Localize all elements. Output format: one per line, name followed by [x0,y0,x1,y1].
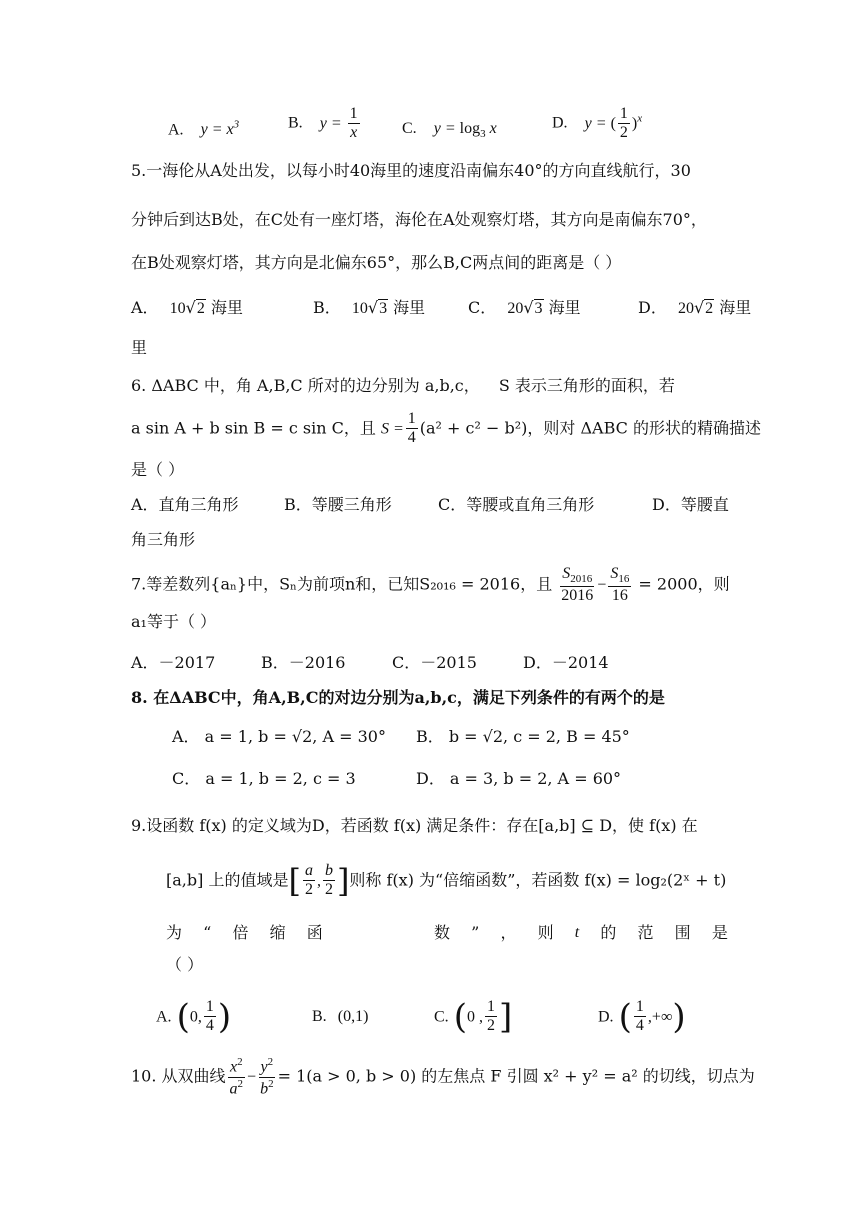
q5-option-b-radicand: 3 [379,300,388,317]
q9-word: 函 [306,923,323,942]
q6-area-formula: S = [380,420,404,438]
q7-line1: 7.等差数列{aₙ}中，Sₙ为前项n和，已知S₂₀₁₆ = 2016，且 $\frac{S_{2016}}{2016}$ − $\frac{S_{16}}{16}$ = 2000，则 [131,565,730,604]
q5-option-b-coef: 10 [351,300,368,317]
q7-fraction-s16: $\frac{S_{16}}{16}$ [610,565,630,604]
q5-option-a [131,300,243,317]
q5-option-b [313,300,425,317]
q4-option-a-label: A. [168,121,184,139]
q7-option-c: C．－2015 [392,653,477,672]
q5-option-d-radicand: 2 [705,300,714,317]
q5-option-c-radicand: 3 [534,300,543,317]
q9-option-b-expr: (0,1) [337,1008,369,1025]
q9-option-b [312,1008,368,1025]
q8-stem: 8. 在ΔABC中，角A,B,C的对边分别为a,b,c，满足下列条件的有两个的是 [131,688,665,707]
q9-word: 倍 [232,923,249,942]
q7-option-d: D．－2014 [523,653,609,672]
q6-line2-part2: (a² + c² − b²)，则对 ΔABC 的形状的精确描述 [419,418,761,438]
q4-option-c [402,120,497,140]
q9-word: 范 [637,923,654,942]
q5-option-b-unit: 海里 [393,298,426,317]
q9-word: “ [203,923,212,942]
q10-line1: 10. 从双曲线 $\frac{x^2}{a^2}$ − $\frac{y^2}{b^2}$ = 1(a > 0, b > 0) 的左焦点 F 引圆 x² + y² = a² 的切线，切点为 [131,1056,755,1098]
q4-option-d-expr: y = ( $\frac{1}{2}$ )$^x$ [584,105,643,142]
q9-option-b-label: B. [312,1008,327,1025]
sqrt-symbol: √ [185,298,196,317]
q6-line1-part1: 6. ΔABC 中，角 A,B,C 所对的边分别为 a,b,c， [131,376,480,395]
q9-line2: [a,b] 上的值域是[ $\frac{a}{2}$ , $\frac{b}{2}$ ]则称 f(x) 为“倍缩函数”，若函数 f(x) = log₂(2ˣ + t) [166,861,727,900]
q6-option-a: A．直角三角形 [131,495,239,514]
q9-option-a-label: A. [156,1008,172,1026]
q4-option-d [552,105,642,143]
q6-line2 [131,410,761,448]
q10-line1-part1: 10. 从双曲线 [131,1066,226,1086]
q5-option-d-wrap: 里 [131,338,148,357]
q5-option-c-unit: 海里 [548,298,581,317]
q9-line3 [166,925,728,941]
q5-line2: 分钟后到达B处，在C处有一座灯塔，海伦在A处观察灯塔，其方向是南偏东70°， [131,210,707,229]
q5-option-d-label: D． [638,298,667,317]
q4-option-c-expr: $y = \log_3 x$ [433,120,497,141]
q7-line1-part2: = 2000，则 [638,574,730,594]
q4-option-b [288,105,362,143]
q5-option-a-coef: 10 [169,300,186,317]
q9-line2-part1: [a,b] 上的值域是 [166,870,289,890]
q5-option-c [468,300,581,317]
q9-fraction-a-half: $\frac{a}{2}$ [304,862,313,899]
q4-option-d-label: D. [552,114,568,132]
right-bracket: ] [336,861,350,900]
q9-word: 则 [537,923,554,942]
q6-option-c: C．等腰或直角三角形 [438,495,595,514]
q7-fraction-s2016: $\frac{S_{2016}}{2016}$ [561,565,594,604]
q5-option-b-label: B． [313,298,341,317]
q9-option-c: C. (0 , $\frac{1}{2}$ ] [434,996,513,1037]
q5-option-c-label: C． [468,298,497,317]
q5-line1: 5.一海伦从A处出发，以每小时40海里的速度沿南偏东40°的方向直线航行，30 [131,161,691,180]
q7-option-a: A．－2017 [131,653,216,672]
q9-word: 的 [600,923,617,942]
sqrt-symbol: √ [367,298,379,317]
q6-line3: 是（ ） [131,460,185,479]
q5-option-d-unit: 海里 [719,298,752,317]
q9-fraction-b-half: $\frac{b}{2}$ [324,862,333,899]
q6-option-b: B．等腰三角形 [284,495,392,514]
q9-word: 是 [711,923,728,942]
q5-option-d-coef: 20 [677,300,694,317]
q9-option-d: D. ( $\frac{1}{4}$ ,+∞) [598,996,686,1037]
q4-option-a-expr: $y = x^3$ [200,119,240,139]
q8-option-d: D． a = 3, b = 2, A = 60° [416,769,622,788]
q9-line2-part2: 则称 f(x) 为“倍缩函数”，若函数 f(x) = log₂(2ˣ + t) [349,870,727,890]
q10-fraction-x2-a2: $\frac{x^2}{a^2}$ [229,1056,244,1098]
q10-fraction-y2-b2: $\frac{y^2}{b^2}$ [260,1056,274,1098]
q8-option-c: C． a = 1, b = 2, c = 3 [172,769,356,788]
q4-option-b-expr: y = $\frac{1}{x}$ [319,105,358,142]
q8-option-a: A． a = 1, b = √2, A = 30° [172,727,386,746]
q8-option-b: B． b = √2, c = 2, B = 45° [416,727,630,746]
q6-line1 [131,378,675,394]
q4-option-a [168,120,239,138]
q5-option-a-radicand: 2 [196,300,205,317]
q6-quarter-fraction: $\frac{1}{4}$ [407,410,416,447]
q9-word: ， [500,923,517,942]
q9-line1: 9.设函数 f(x) 的定义域为D，若函数 f(x) 满足条件：存在[a,b] ⊆ D，使 f(x) 在 [131,816,698,835]
q5-option-a-unit: 海里 [210,298,243,317]
q7-line1-part1: 7.等差数列{aₙ}中，Sₙ为前项n和，已知S₂₀₁₆ = 2016，且 [131,574,553,594]
q9-word: t [574,924,580,941]
q4-option-c-label: C. [402,120,417,137]
q9-word: 为 [166,923,183,942]
q9-option-d-label: D. [598,1008,614,1026]
sqrt-symbol: √ [693,298,705,317]
q5-option-d [638,300,751,317]
q9-option-a: A. (0, $\frac{1}{4}$ ) [156,996,232,1037]
q9-word: 数 [433,923,450,942]
q5-line3: 在B处观察灯塔，其方向是北偏东65°，那么B,C两点间的距离是（ ） [131,253,622,272]
q7-option-b: B．－2016 [261,653,346,672]
q9-option-c-label: C. [434,1008,449,1026]
q9-word: 围 [674,923,691,942]
q5-option-a-label: A． [131,298,159,317]
q9-word: 缩 [269,923,286,942]
q9-line4: （ ） [166,955,204,974]
left-bracket: [ [288,861,301,900]
q10-line1-part2: = 1(a > 0, b > 0) 的左焦点 F 引圆 x² + y² = a² 的切线，切点为 [277,1066,755,1086]
q6-option-d-wrap: 角三角形 [131,530,196,549]
q9-word: ” [471,923,480,942]
q6-line1-part2: S 表示三角形的面积，若 [498,376,675,395]
q4-option-b-label: B. [288,114,303,132]
q6-line2-part1: a sin A + b sin B = c sin C，且 [131,418,376,438]
sqrt-symbol: √ [523,298,534,317]
q7-line2: a₁等于（ ） [131,612,217,631]
q6-option-d: D．等腰直 [652,495,729,514]
q5-option-c-coef: 20 [507,300,524,317]
